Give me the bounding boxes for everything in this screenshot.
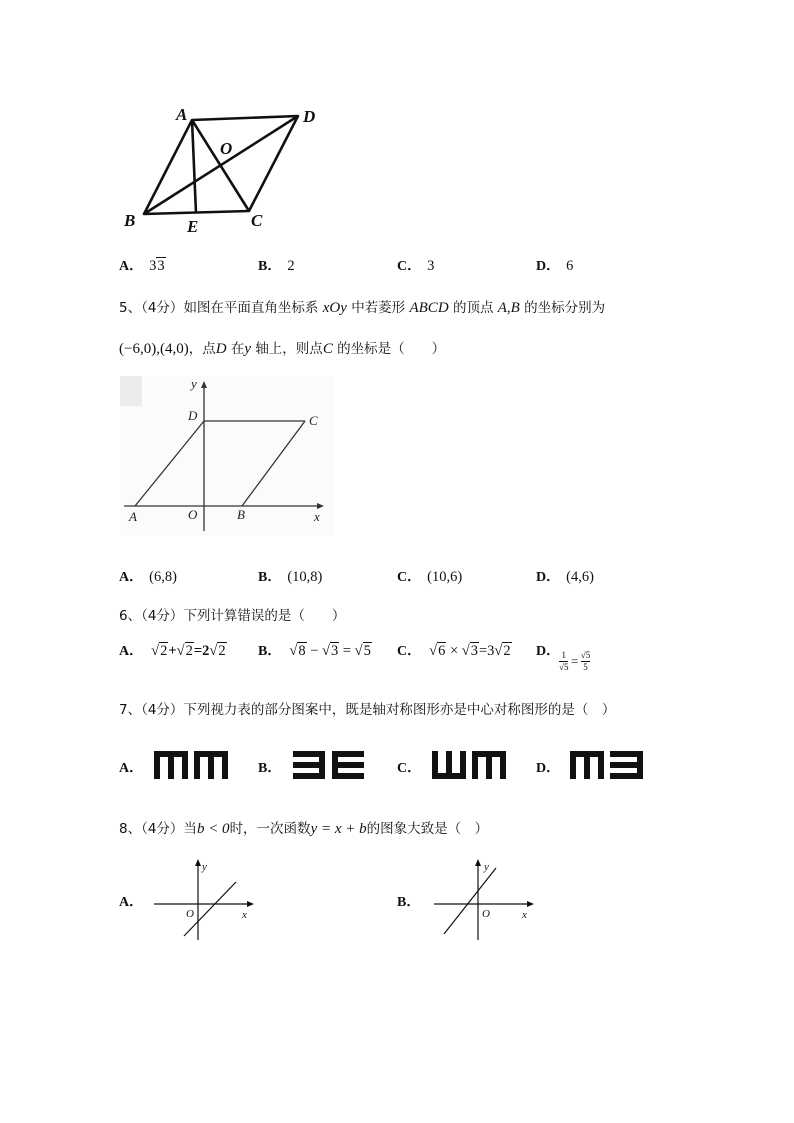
option-expression: √8 − √3 = √5 [289,643,371,659]
q7-option-b-pattern-3e-icon[interactable] [290,748,368,782]
q5-option-b[interactable] [258,566,322,586]
q7-option-c-label[interactable]: C． [397,761,422,776]
q8-option-a-label[interactable]: A． [119,895,144,910]
option-value: 6 [566,258,574,274]
option-label: C． [397,259,422,274]
option-value: 2 [287,258,295,274]
center-label-o: O [220,139,233,158]
q5-stem-line-1: 5、（4分）如图在平面直角坐标系 xOy 中若菱形 ABCD 的顶点 A,B 的坐标分别为 [119,300,606,316]
option-expression: √2+√2=2√2 [151,643,226,659]
question-number: 8、（4分）当 [119,821,197,837]
diagonal-bd [144,116,298,214]
option-value: (10,8) [287,569,323,585]
q5-option-a[interactable] [119,566,177,586]
option-label: C． [397,644,422,659]
q4-option-b[interactable] [258,255,295,275]
segment-ae [192,120,196,213]
vertex-label-c: C [251,211,263,230]
option-value: (6,8) [149,569,177,585]
option-label: D． [536,259,561,274]
origin-label-o: O [186,908,194,920]
point-label-b: B [237,507,245,522]
q7-option-d-pattern-m3-icon[interactable] [568,748,648,782]
option-value: 33 [149,258,165,274]
q8-stem: 8、（4分）当b < 0时，一次函数y = x + b的图象大致是（ ） [119,821,489,837]
option-label: B． [258,259,282,274]
y-axis-arrow [475,859,481,866]
x-axis-arrow [527,901,534,907]
function-line [444,868,496,934]
q8-option-a-graph[interactable] [150,858,260,942]
q7-option-a-label[interactable]: A． [119,761,144,776]
option-label: A． [119,570,144,585]
q7-option-c-pattern-wm-icon[interactable] [430,748,510,782]
axis-label-y: y [191,376,197,391]
x-axis-arrow [247,901,254,907]
vertex-label-a: A [176,105,188,124]
axis-label-x: x [522,909,527,921]
option-label: D． [536,570,561,585]
q4-option-d[interactable] [536,255,573,275]
q7-option-d-label[interactable]: D． [536,761,561,776]
axis-label-x: x [314,509,320,524]
option-label: A． [119,259,144,274]
q6-stem: 6、（4分）下列计算错误的是（ ） [119,608,346,624]
q6-option-d-expression: $\frac{1}{√5}$ = $\frac{√5}{5}$ [559,650,591,672]
q6-option-a[interactable] [119,640,227,660]
option-value: 3 [427,258,435,274]
axis-label-x: x [242,909,247,921]
q4-option-c[interactable] [397,255,434,275]
q6-option-c[interactable] [397,640,512,660]
q8-option-b-label[interactable]: B． [397,895,421,910]
axis-label-y: y [202,861,207,873]
axis-label-y: y [484,861,489,873]
option-value: (10,6) [427,569,463,585]
vertex-label-d: D [303,107,316,126]
question-number: 5、（4分） [119,300,184,316]
option-label: D． [536,644,561,659]
origin-label-o: O [482,908,490,920]
q5-option-d[interactable] [536,566,594,586]
q5-rhombus-figure [120,376,335,536]
q4-option-a[interactable] [119,255,166,275]
point-label-c: C [309,413,318,428]
option-label: A． [119,644,144,659]
option-expression: √6 × √3=3√2 [429,643,511,659]
q8-option-b-graph[interactable] [430,858,540,942]
option-label: B． [258,570,282,585]
q7-stem: 7、（4分）下列视力表的部分图案中，既是轴对称图形亦是中心对称图形的是（ ） [119,702,616,718]
point-label-a: A [129,509,137,524]
vertex-label-b: B [124,211,136,230]
option-label: C． [397,570,422,585]
q6-option-b[interactable] [258,640,372,660]
q5-stem-line-2: (−6,0),(4,0)，点D 在y 轴上，则点C 的坐标是（ ） [119,341,446,357]
q5-option-c[interactable] [397,566,462,586]
option-label: B． [258,644,282,659]
option-value: (4,6) [566,569,594,585]
q4-parallelogram-figure [110,98,340,238]
point-label-e: E [187,217,199,236]
origin-label-o: O [188,507,198,522]
y-axis-arrow [195,859,201,866]
point-label-d: D [188,408,198,423]
q7-option-a-pattern-mm-icon[interactable] [152,748,232,782]
q7-option-b-label[interactable]: B． [258,761,282,776]
